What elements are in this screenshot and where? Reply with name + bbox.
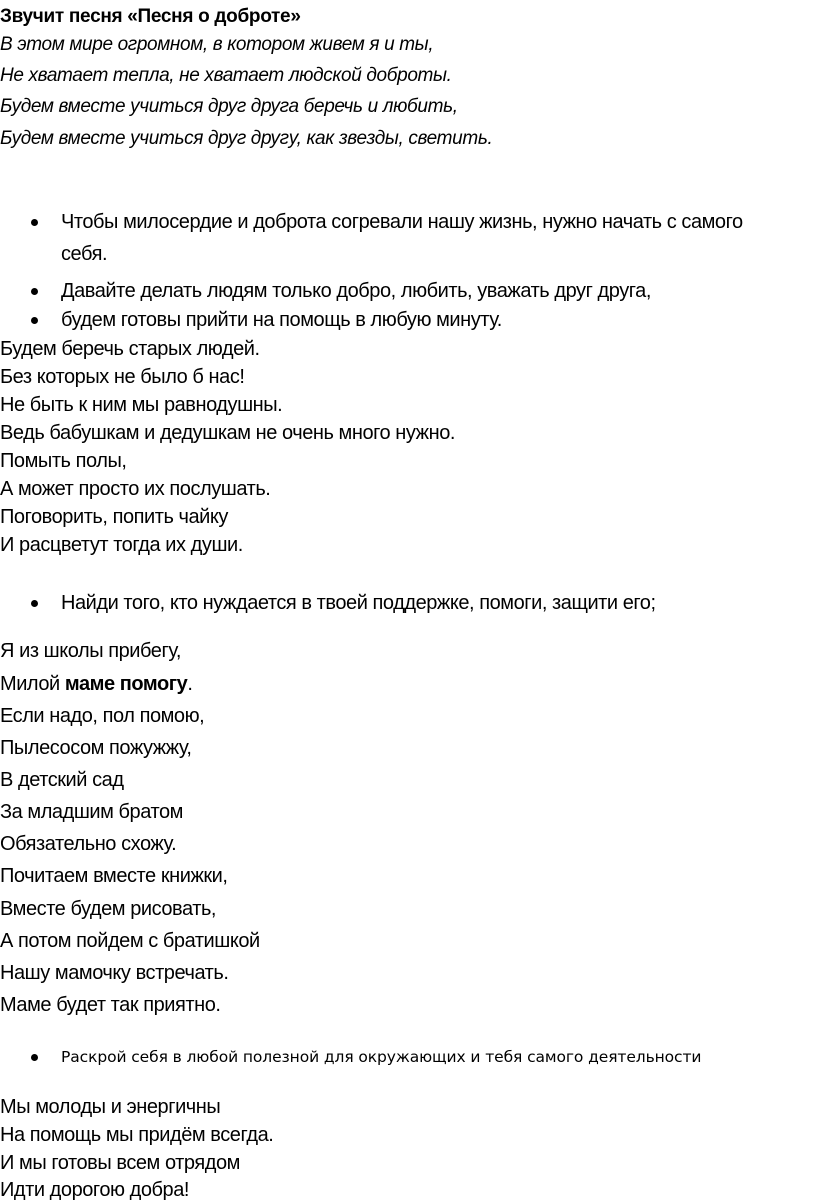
bullet-icon <box>31 288 38 295</box>
poem-line: Не быть к ним мы равнодушны. <box>0 394 283 416</box>
poem-line: Будем беречь старых людей. <box>0 338 260 360</box>
poem-line: Ведь бабушкам и дедушкам не очень много нужно. <box>0 422 455 444</box>
list-item-text: себя. <box>61 243 108 265</box>
poem-line <box>0 670 192 698</box>
song-line: Не хватает тепла, не хватает людской доброты. <box>0 65 452 86</box>
poem-line-text: . <box>187 673 193 695</box>
poem-line: Поговорить, попить чайку <box>0 506 228 528</box>
list-item-text: Чтобы милосердие и доброта согревали нашу жизнь, нужно начать с самого <box>61 211 743 233</box>
song-line: Будем вместе учиться друг друга беречь и любить, <box>0 96 458 117</box>
poem-line: Без которых не было б нас! <box>0 366 245 388</box>
poem-line: Маме будет так приятно. <box>0 994 221 1016</box>
poem-line: На помощь мы придём всегда. <box>0 1124 274 1146</box>
bullet-icon <box>31 1054 38 1061</box>
poem-line: А может просто их послушать. <box>0 478 271 500</box>
list-item-text: Найди того, кто нуждается в твоей поддержке, помоги, защити его; <box>61 592 656 614</box>
list-item-text: Раскрой себя в любой полезной для окружающих и тебя самого деятельности <box>61 1048 702 1066</box>
poem-line: Мы молоды и энергичны <box>0 1096 221 1118</box>
document-title: Звучит песня «Песня о доброте» <box>0 6 301 27</box>
song-line: В этом мире огромном, в котором живем я и ты, <box>0 34 434 55</box>
poem-line-bold-text: маме помогу <box>64 673 188 695</box>
poem-line: Идти дорогою добра! <box>0 1179 190 1201</box>
poem-line-text: Милой <box>0 673 65 695</box>
poem-line: Я из школы прибегу, <box>0 640 181 662</box>
poem-line: Помыть полы, <box>0 450 127 472</box>
bullet-icon <box>31 219 38 226</box>
poem-line: И расцветут тогда их души. <box>0 534 243 556</box>
poem-line: Вместе будем рисовать, <box>0 898 217 920</box>
list-item-text: будем готовы прийти на помощь в любую минуту. <box>61 309 502 331</box>
poem-line: В детский сад <box>0 769 124 791</box>
poem-line: Нашу мамочку встречать. <box>0 962 229 984</box>
poem-line: И мы готовы всем отрядом <box>0 1152 240 1174</box>
song-line: Будем вместе учиться друг другу, как звезды, светить. <box>0 128 493 149</box>
bullet-icon <box>31 600 38 607</box>
poem-line: Обязательно схожу. <box>0 833 177 855</box>
list-item-text: Давайте делать людям только добро, любить, уважать друг друга, <box>61 280 651 302</box>
poem-line: Пылесосом пожужжу, <box>0 737 192 759</box>
poem-line: Если надо, пол помою, <box>0 705 205 727</box>
poem-line: За младшим братом <box>0 801 183 823</box>
poem-line: А потом пойдем с братишкой <box>0 930 260 952</box>
bullet-icon <box>31 317 38 324</box>
poem-line: Почитаем вместе книжки, <box>0 865 228 887</box>
